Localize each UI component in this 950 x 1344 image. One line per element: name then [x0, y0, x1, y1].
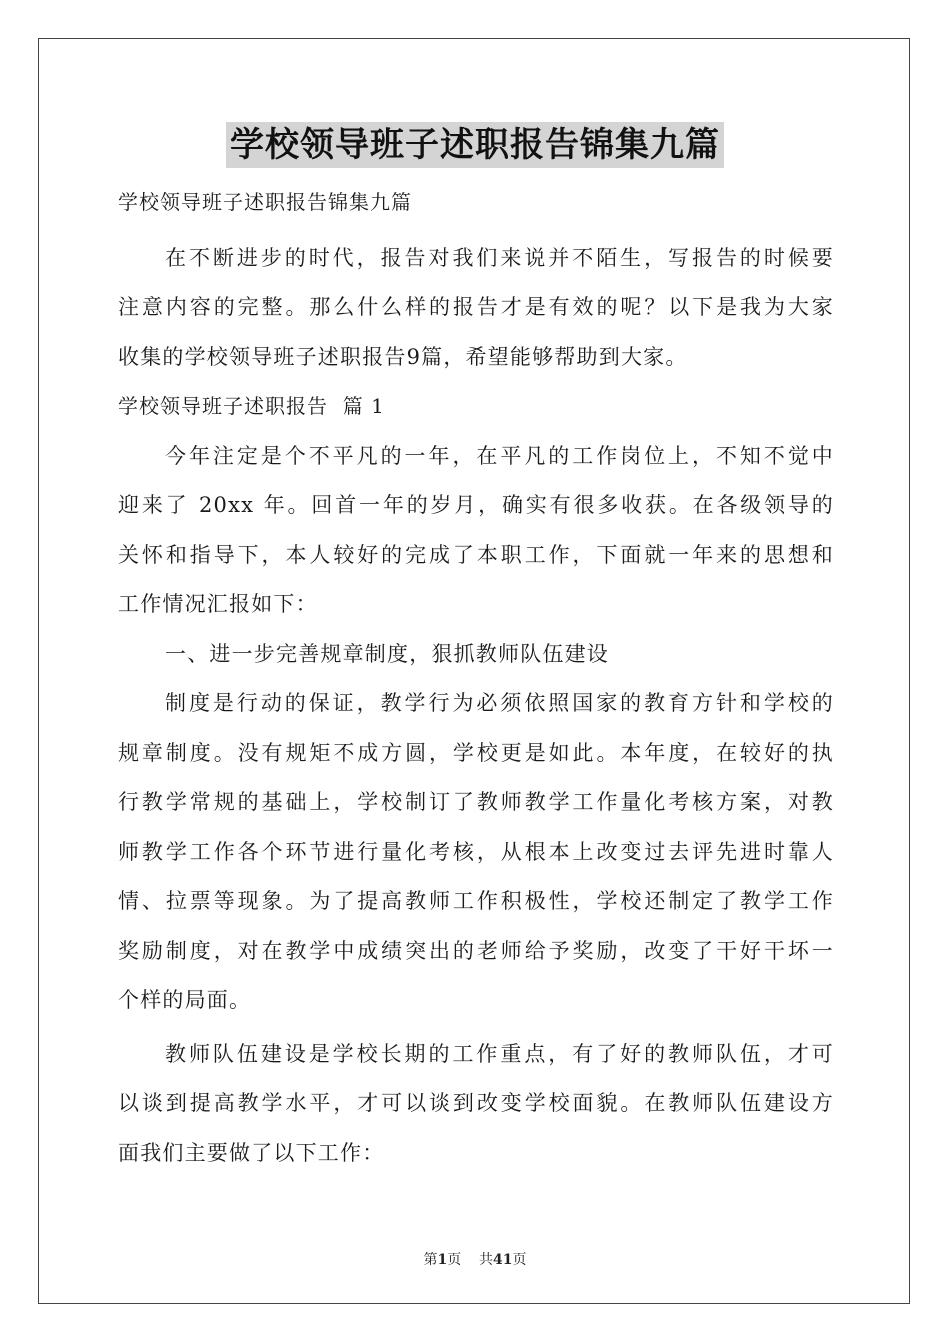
text-line: 师教学工作各个环节进行量化考核，从根本上改变过去评先进时靠人	[118, 839, 834, 864]
text-line: 收集的学校领导班子述职报告9篇，希望能够帮助到大家。	[118, 344, 688, 369]
footer-total-suffix: 页	[512, 1252, 527, 1268]
text-line: 注意内容的完整。那么什么样的报告才是有效的呢？以下是我为大家	[118, 295, 834, 319]
footer-page-suffix: 页	[447, 1252, 462, 1268]
text-line: 奖励制度，对在教学中成绩突出的老师给予奖励，改变了干好干坏一	[118, 938, 834, 963]
text-line: 工作情况汇报如下：	[118, 592, 318, 616]
text-line: 规章制度。没有规矩不成方圆，学校更是如此。本年度，在较好的执	[118, 740, 834, 765]
text-line: 教师队伍建设是学校长期的工作重点，有了好的教师队伍，才可	[165, 1041, 834, 1066]
text-line: 以谈到提高教学水平，才可以谈到改变学校面貌。在教师队伍建设方	[118, 1091, 834, 1115]
text-line: 迎来了 20xx 年。回首一年的岁月，确实有很多收获。在各级领导的	[118, 493, 834, 517]
document-title: 学校领导班子述职报告锦集九篇	[226, 122, 724, 168]
paragraph-3	[118, 1030, 834, 1179]
text-line: 制度是行动的保证，教学行为必须依照国家的教育方针和学校的	[165, 691, 834, 715]
paragraph-1	[118, 432, 834, 630]
paragraph-2	[118, 679, 834, 1026]
document-body	[118, 178, 834, 1178]
page-number: 1	[437, 1252, 448, 1268]
footer-prefix: 第	[423, 1252, 438, 1268]
text-line: 行教学常规的基础上，学校制订了教师教学工作量化考核方案，对教	[118, 790, 834, 814]
document-title-wrap	[0, 122, 950, 168]
footer-total-prefix: 共	[479, 1252, 494, 1268]
text-line: 今年注定是个不平凡的一年，在平凡的工作岗位上，不知不觉中	[165, 443, 834, 468]
text-line: 情、拉票等现象。为了提高教师工作积极性，学校还制定了教学工作	[118, 889, 834, 913]
section-heading: 学校领导班子述职报告 篇 1	[118, 394, 385, 418]
intro-paragraph	[118, 234, 834, 383]
total-pages: 41	[493, 1252, 513, 1268]
text-line: 在不断进步的时代，报告对我们来说并不陌生，写报告的时候要	[165, 245, 834, 270]
sub-heading: 一、进一步完善规章制度，狠抓教师队伍建设	[165, 641, 609, 666]
page-footer	[0, 1249, 950, 1269]
document-subtitle: 学校领导班子述职报告锦集九篇	[118, 190, 412, 214]
text-line: 关怀和指导下，本人较好的完成了本职工作，下面就一年来的思想和	[118, 542, 834, 567]
text-line: 个样的局面。	[118, 988, 252, 1012]
text-line: 面我们主要做了以下工作：	[118, 1140, 385, 1165]
